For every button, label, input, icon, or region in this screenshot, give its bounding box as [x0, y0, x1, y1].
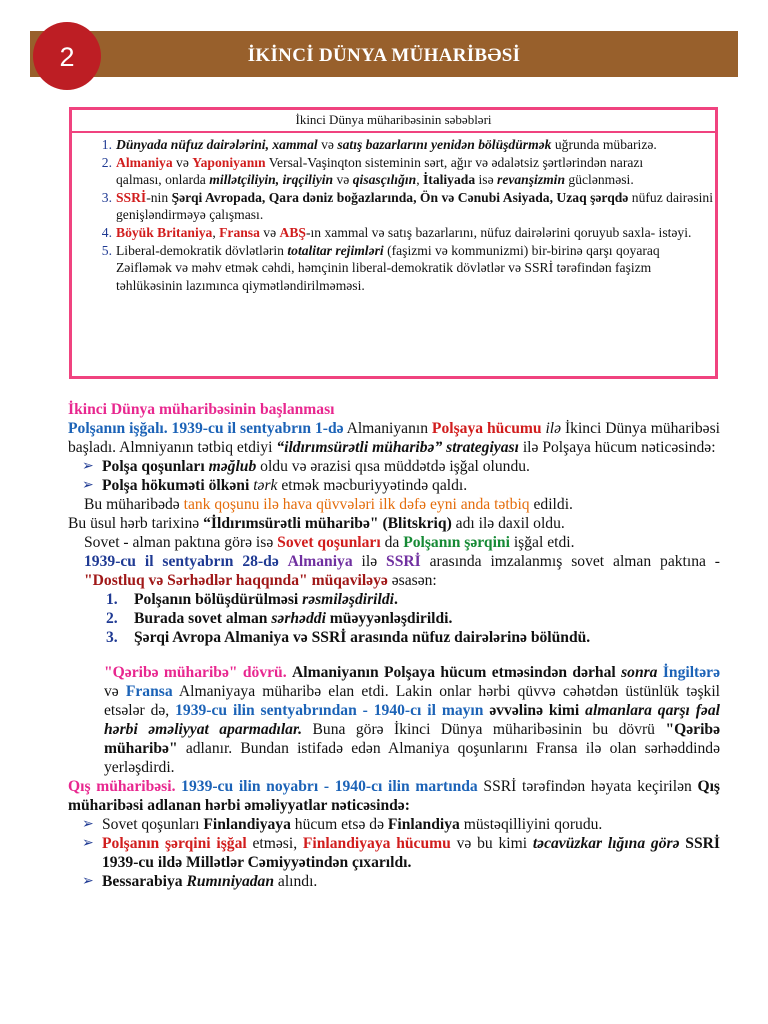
list-item: [68, 872, 720, 891]
list-number: 3.: [106, 629, 118, 646]
cause-item: [72, 242, 713, 295]
text-run: adı ilə daxil oldu.: [451, 515, 565, 532]
text-run: Polşanın işğalı. 1939-cu il sentyabrın 1-də: [68, 420, 344, 437]
cause-item: [72, 154, 713, 189]
paragraph: [68, 552, 720, 590]
text-run: “ildırımsürətli müharibə” strategiyası: [276, 439, 519, 456]
causes-box: [69, 107, 718, 379]
text-run: Şərqi Avropada, Qara dəniz boğazlarında, Ön və Cənubi Asiyada, Uzaq şərqdə: [171, 189, 629, 205]
paragraph: [68, 495, 720, 514]
text-run: Finlandiyaya hücumu: [302, 835, 451, 852]
list-number: 1.: [106, 591, 118, 608]
text-run: 1939-cu ilin sentyabrından - 1940-cı il mayın: [175, 702, 484, 719]
paragraph: [68, 514, 720, 533]
text-run: Şərqi Avropa Almaniya və SSRİ arasında nüfuz dairələrinə bölündü.: [134, 629, 591, 646]
list-item: [68, 815, 720, 834]
text-run: Finlandiyaya: [203, 816, 291, 833]
text-run: sərhəddi: [271, 610, 326, 627]
text-run: da: [380, 534, 404, 551]
title-banner: [30, 31, 738, 77]
list-item: [68, 590, 720, 609]
list-number: 4.: [101, 224, 112, 240]
text-run: Zəifləmək və məhv etmək cəhdi, həmçinin liberal-demokratik dövlətlər və SSRİ tərəfindən faşizm: [116, 260, 652, 276]
text-run: Bu müharibədə: [84, 496, 184, 513]
text-run: Rumıniyadan: [186, 873, 275, 890]
list-item: [68, 628, 720, 647]
text-run: Sovet - alman paktına görə isə: [84, 534, 278, 551]
text-run: İngiltərə: [662, 664, 720, 681]
text-run: satış bazarlarını yenidən bölüşdürmək: [337, 137, 552, 152]
text-run: alındı.: [274, 873, 318, 890]
arrow-bullet-icon: ➢: [82, 478, 94, 493]
text-run: arasında imzalanmış sovet alman paktına -: [420, 553, 720, 570]
paragraph: [68, 663, 720, 777]
text-run: Almaniyanın: [343, 420, 432, 437]
text-run: Bessarabiya: [102, 873, 187, 890]
text-run: müəyyənləşdirildi.: [325, 610, 453, 627]
text-run: İtaliyada: [423, 172, 476, 188]
text-run: edildi.: [529, 496, 573, 513]
text-run: "Dostluq və Sərhədlər haqqında" müqaviləyə: [84, 572, 388, 589]
text-run: və: [259, 224, 280, 240]
list-item: [68, 457, 720, 476]
list-number: 2.: [101, 154, 112, 170]
text-run: müstəqilliyini qorudu.: [459, 816, 603, 833]
section-number-badge: 2: [33, 22, 101, 90]
text-run: ,: [416, 172, 423, 188]
text-run: SSRİ tərəfindən həyata keçirilən: [477, 778, 698, 795]
text-run: ilə: [541, 420, 562, 437]
text-run: və: [104, 683, 126, 700]
text-run: SSRİ 1939-cu ildə Millətlər Cəmiyyətindən çıxarıldı.: [102, 835, 720, 871]
text-run: almanlara qarşı fəal hərbi əməliyyat aparmadılar.: [104, 702, 720, 738]
text-run: SSRİ: [386, 553, 421, 570]
arrow-bullet-icon: ➢: [82, 836, 94, 851]
list-item: [68, 609, 720, 628]
text-run: Finlandiya: [387, 816, 460, 833]
text-run: (faşizmi və kommunizmi) bir-birinə qarşı qoyaraq: [383, 242, 660, 258]
text-run: etməsi,: [246, 835, 303, 852]
text-run: Polşanın bölüşdürülməsi: [134, 591, 303, 608]
text-run: revanşizmin: [497, 172, 566, 188]
causes-list: [72, 133, 715, 294]
text-run: etmək məcburiyyətində qaldı.: [277, 477, 468, 494]
paragraph: [68, 777, 720, 815]
arrow-bullet-icon: ➢: [82, 817, 94, 832]
text-run: isə: [475, 172, 498, 188]
text-run: Versal-Vaşinqton sisteminin sərt, ağır və ədalətsiz şərtlərindən narazı: [265, 154, 644, 170]
text-run: Bu üsul hərb tarixinə: [68, 515, 204, 532]
text-run: ,: [212, 224, 220, 240]
cause-item: [72, 189, 713, 224]
text-run: Fransa: [125, 683, 173, 700]
text-run: Sovet qoşunları: [277, 534, 381, 551]
text-run: hücum etsə də: [290, 816, 388, 833]
arrow-bullet-icon: ➢: [82, 874, 94, 889]
list-number: 5.: [101, 242, 112, 258]
text-run: güclənməsi.: [565, 172, 634, 188]
text-run: rəsmiləşdirildi: [302, 591, 394, 608]
text-run: Polşanın şərqini işğal: [102, 835, 247, 852]
causes-title: İkinci Dünya müharibəsinin səbəbləri: [72, 110, 715, 133]
paragraph: [68, 533, 720, 552]
text-run: totalitar rejimləri: [287, 242, 384, 258]
text-run: işğal etdi.: [509, 534, 575, 551]
text-run: məğlub: [208, 458, 257, 475]
text-run: Almaniyaya müharibə elan etdi. Lakin onlar hərbi qüvvə cəhətdən üstünlük təşkil etsələr də,: [104, 683, 720, 719]
list-number: 3.: [101, 189, 112, 205]
text-run: -nin: [146, 189, 172, 205]
text-run: və: [317, 137, 338, 152]
paragraph: [68, 419, 720, 457]
list-item: [68, 834, 720, 872]
list-item: [68, 476, 720, 495]
text-run: Sovet qoşunları: [102, 816, 204, 833]
page-title: İKİNCİ DÜNYA MÜHARİBƏSİ: [247, 45, 521, 66]
list-number: 1.: [101, 137, 112, 152]
text-run: uğrunda mübarizə.: [551, 137, 657, 152]
text-run: "Qəribə müharibə": [104, 721, 720, 757]
text-run: Almaniya: [287, 553, 353, 570]
text-run: Almaniya: [116, 154, 173, 170]
text-run: və bu kimi: [450, 835, 533, 852]
text-run: sonra: [621, 664, 658, 681]
text-run: millətçiliyin, irqçiliyin: [209, 172, 334, 188]
text-run: qisasçılığın: [352, 172, 417, 188]
text-run: Polşa hökuməti ölkəni: [102, 477, 254, 494]
text-run: təcavüzkar lığına görə: [532, 835, 680, 852]
text-run: [279, 553, 288, 570]
text-run: Buna görə İkinci Dünya müharibəsinin bu dövrü: [302, 721, 666, 738]
text-run: SSRİ: [116, 189, 147, 205]
text-run: tank qoşunu ilə hava qüvvələri ilk dəfə eyni anda tətbiq: [183, 496, 530, 513]
main-text: [68, 400, 720, 891]
text-run: Qış müharibəsi adlanan hərbi əməliyyatlar nəticəsində:: [68, 778, 720, 814]
text-run: ABŞ: [279, 224, 306, 240]
arrow-bullet-icon: ➢: [82, 459, 94, 474]
section-heading: İkinci Dünya müharibəsinin başlanması: [68, 401, 335, 418]
text-run: 1939-cu il sentyabrın 28-də: [84, 553, 279, 570]
text-run: adlanır. Bundan istifadə edən Almaniya qoşunlarını Fransa ilə olan sərhəddində yerləşdirdi.: [104, 740, 720, 776]
text-run: təhlükəsinin lazımınca qiymətləndirilməməsi.: [116, 277, 365, 293]
text-run: və: [333, 172, 353, 188]
text-run: əsasən:: [387, 572, 437, 589]
text-run: Dünyada nüfuz dairələrini, xammal: [116, 137, 318, 152]
text-run: Burada sovet alman: [134, 610, 272, 627]
text-run: oldu və ərazisi qısa müddətdə işğal olundu.: [256, 458, 530, 475]
text-run: Qış müharibəsi.: [68, 778, 176, 795]
text-run: tərk: [253, 477, 278, 494]
text-run: nüfuz dairəsini genişləndirməyə çalışması.: [116, 189, 713, 223]
text-run: Liberal-demokratik dövlətlərin: [116, 242, 288, 258]
text-run: "Qəribə müharibə" dövrü.: [104, 664, 287, 681]
text-run: Polşanın şərqini: [403, 534, 510, 551]
text-run: və: [172, 154, 193, 170]
text-run: -ın xammal və satış bazarlarını, nüfuz dairələrini qoruyub saxla- istəyi.: [305, 224, 692, 240]
text-run: qalması, onlarda: [116, 172, 210, 188]
cause-item: [72, 224, 713, 242]
text-run: İkinci Dünya müharibəsi başladı. Almniyanın tətbiq etdiyi: [68, 420, 720, 456]
text-run: ilə: [352, 553, 387, 570]
text-run: .: [393, 591, 398, 608]
text-run: əvvəlinə kimi: [489, 702, 586, 719]
cause-item: [72, 136, 713, 154]
text-run: Fransa: [219, 224, 260, 240]
text-run: 1939-cu ilin noyabrı - 1940-cı ilin martında: [181, 778, 478, 795]
text-run: “İldırımsürətli müharibə" (Blitskriq): [203, 515, 452, 532]
text-run: Almaniyanın Polşaya hücum etməsindən dərhal: [291, 664, 622, 681]
text-run: Polşa qoşunları: [102, 458, 209, 475]
text-run: Yaponiyanın: [192, 154, 266, 170]
text-run: Böyük Britaniya: [116, 224, 213, 240]
text-run: ilə Polşaya hücum nəticəsində:: [518, 439, 716, 456]
text-run: Polşaya hücumu: [431, 420, 542, 437]
list-number: 2.: [106, 610, 118, 627]
